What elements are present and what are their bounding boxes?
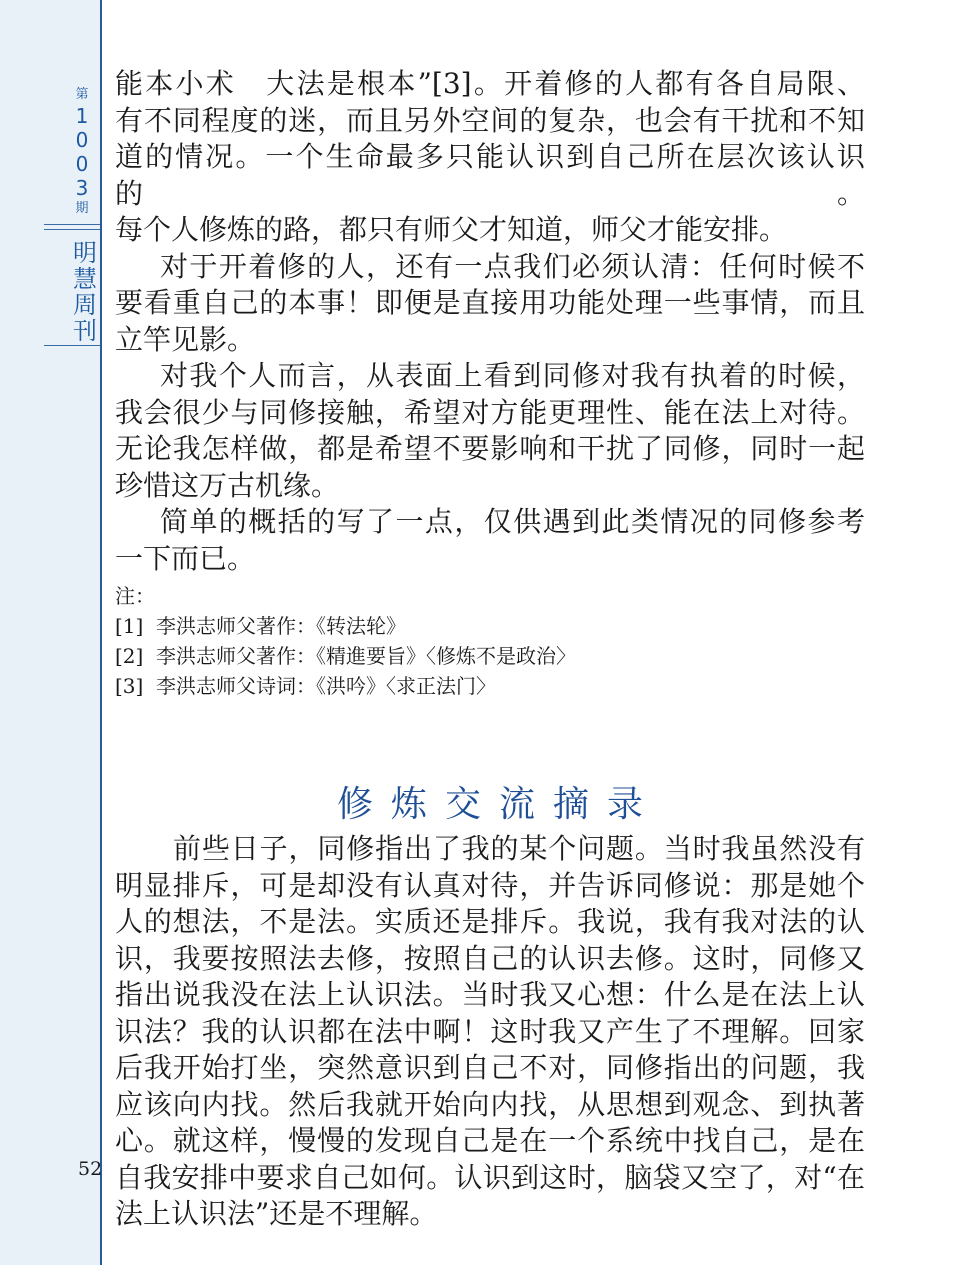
- text-line: 珍惜这万古机缘。: [115, 468, 340, 502]
- article-paragraph: [115, 358, 865, 504]
- article-paragraph: [115, 249, 865, 359]
- article-paragraph: [115, 504, 865, 577]
- text-line: 能本小术 大法是根本”[3]。开着修的人都有各自局限、: [115, 67, 865, 100]
- issue-digit: 3: [75, 176, 89, 200]
- text-line: 简单的概括的写了一点，仅供遇到此类情况的同修参考: [160, 505, 865, 538]
- text-line: 识法？我的认识都在法中啊！这时我又产生了不理解。回家: [115, 1014, 865, 1048]
- issue-digit: 0: [75, 128, 89, 152]
- issue-digit: 1: [75, 104, 89, 128]
- footnote: [3] 李洪志师父诗词：《洪吟》〈求正法门〉: [115, 674, 497, 698]
- text-line: 无论我怎样做，都是希望不要影响和干扰了同修，同时一起: [115, 432, 865, 465]
- footnote: [2] 李洪志师父著作：《精進要旨》〈修炼不是政治〉: [115, 644, 577, 668]
- text-line: 人的想法，不是法。实质还是排斥。我说，我有我对法的认: [115, 905, 865, 938]
- publication-char: 明: [73, 239, 97, 267]
- text-line: 前些日子，同修指出了我的某个问题。当时我虽然没有: [173, 832, 865, 865]
- text-line: 立竿见影。: [115, 322, 256, 356]
- publication-char: 周: [73, 291, 97, 319]
- publication-name: [70, 240, 100, 344]
- text-line: 心。就这样，慢慢的发现自己是在一个系统中找自己，是在: [115, 1124, 865, 1157]
- text-line: 我会很少与同修接触，希望对方能更理性、能在法上对待。: [115, 395, 865, 429]
- publication-char: 刊: [73, 317, 97, 345]
- text-line: 对我个人而言，从表面上看到同修对我有执着的时候，: [160, 359, 865, 392]
- text-line: 每个人修炼的路，都只有师父才知道，师父才能安排。: [115, 213, 788, 246]
- text-line: 法上认识法”还是不理解。: [115, 1197, 438, 1230]
- text-line: 道的情况。一个生命最多只能认识到自己所在层次该认识的。: [115, 140, 865, 210]
- article-paragraph: [115, 66, 865, 249]
- text-line: 自我安排中要求自己如何。认识到这时，脑袋又空了，对“在: [115, 1160, 865, 1194]
- sidebar-divider: [44, 345, 100, 346]
- text-line: 识，我要按照法去修，按照自己的认识去修。这时，同修又: [115, 941, 865, 975]
- page-content: [115, 66, 865, 1233]
- text-line: 对于开着修的人，还有一点我们必须认清：任何时候不: [160, 249, 865, 283]
- publication-char: 慧: [73, 265, 97, 293]
- issue-digit: 0: [75, 152, 89, 176]
- text-line: 有不同程度的迷，而且另外空间的复杂，也会有干扰和不知: [115, 103, 865, 137]
- text-line: 应该向内找。然后我就开始向内找，从思想到观念、到执著: [115, 1087, 865, 1121]
- notes-label: 注：: [115, 584, 155, 608]
- section-paragraph: [115, 831, 865, 1233]
- text-line: 后我开始打坐，突然意识到自己不对，同修指出的问题，我: [115, 1051, 865, 1084]
- margin-rule: [100, 0, 102, 1265]
- text-line: 一下而已。: [115, 541, 256, 575]
- text-line: 要看重自己的本事！即便是直接用功能处理一些事情，而且: [115, 286, 865, 319]
- page-number: 52: [78, 1158, 103, 1180]
- issue-number: [64, 86, 100, 218]
- section-title: 修炼交流摘录: [336, 784, 661, 825]
- issue-suffix: 期: [75, 201, 89, 216]
- footnote: [1] 李洪志师父著作：《转法轮》: [115, 614, 407, 638]
- text-line: 指出说我没在法上认识法。当时我又心想：什么是在法上认: [115, 978, 865, 1011]
- sidebar-divider: [44, 229, 100, 230]
- sidebar-divider: [44, 224, 100, 225]
- issue-prefix: 第: [75, 87, 89, 102]
- text-line: 明显排斥，可是却没有认真对待，并告诉同修说：那是她个: [115, 868, 865, 902]
